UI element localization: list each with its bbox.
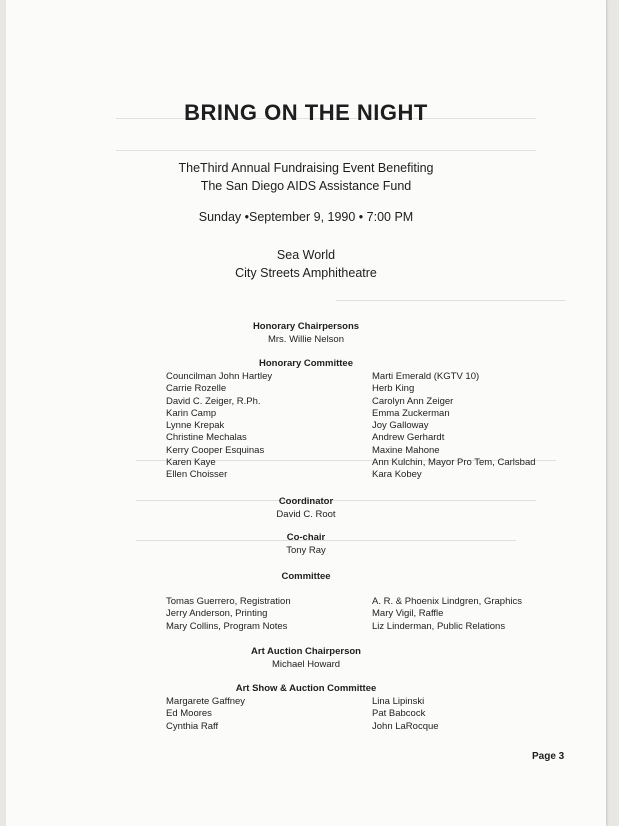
committee-member: Councilman John Hartley — [166, 371, 273, 382]
honorary-chairpersons-heading: Honorary Chairpersons — [252, 321, 360, 332]
co-chair-name: Tony Ray — [286, 545, 326, 556]
committee-member: Jerry Anderson, Printing — [166, 608, 268, 620]
program-page — [6, 0, 606, 826]
bleed-through-mark — [336, 300, 566, 301]
committee-member: Karin Camp — [166, 407, 217, 419]
coordinator-heading: Coordinator — [278, 496, 334, 507]
art-show-committee-heading: Art Show & Auction Committee — [235, 683, 377, 694]
committee-member: Emma Zuckerman — [372, 407, 450, 419]
committee-member: Ed Moores — [166, 708, 212, 720]
committee-member: A. R. & Phoenix Lindgren, Graphics — [372, 596, 522, 607]
committee-member: Maxine Mahone — [372, 444, 440, 456]
committee-left-column — [166, 596, 291, 633]
event-venue — [6, 246, 606, 282]
committee-member: Andrew Gerhardt — [372, 432, 445, 444]
committee-member: Carolyn Ann Zeiger — [372, 395, 454, 407]
venue-line: Sea World — [276, 248, 336, 262]
committee-member: Joy Galloway — [372, 420, 429, 432]
honorary-committee-heading: Honorary Committee — [259, 358, 353, 369]
committee-member: Ann Kulchin, Mayor Pro Tem, Carlsbad — [372, 457, 536, 469]
art-show-committee-right-column — [372, 696, 439, 733]
committee-member: Mary Collins, Program Notes — [166, 620, 288, 632]
committee-member: Karen Kaye — [166, 457, 216, 469]
event-subtitle — [6, 159, 606, 195]
committee-member: Pat Babcock — [372, 708, 426, 720]
co-chair-heading: Co-chair — [286, 532, 326, 543]
committee-member: Christine Mechalas — [166, 432, 247, 444]
committee-member: David C. Zeiger, R.Ph. — [166, 395, 261, 407]
subtitle-line: TheThird Annual Fundraising Event Benefiting — [178, 161, 434, 175]
committee-member: Lina Lipinski — [372, 696, 425, 707]
committee-heading: Committee — [281, 571, 331, 582]
committee-member: Lynne Krepak — [166, 420, 225, 432]
page-number: Page 3 — [532, 751, 565, 762]
bleed-through-mark — [116, 150, 536, 151]
committee-member: Tomas Guerrero, Registration — [166, 596, 291, 607]
committee-member: Cynthia Raff — [166, 720, 219, 732]
committee-member: Kara Kobey — [372, 469, 422, 481]
honorary-committee-right-column — [372, 371, 536, 482]
art-auction-chairperson-heading: Art Auction Chairperson — [251, 646, 361, 657]
committee-member: Ellen Choisser — [166, 469, 228, 481]
subtitle-line: The San Diego AIDS Assistance Fund — [200, 179, 412, 193]
committee-right-column — [372, 596, 522, 633]
committee-member: Liz Linderman, Public Relations — [372, 620, 506, 632]
coordinator-name: David C. Root — [276, 509, 336, 520]
committee-member: Kerry Cooper Esquinas — [166, 444, 265, 456]
committee-member: John LaRocque — [372, 720, 439, 732]
event-date: Sunday •September 9, 1990 • 7:00 PM — [198, 210, 414, 224]
committee-member: Margarete Gaffney — [166, 696, 246, 707]
page-title: BRING ON THE NIGHT — [184, 100, 428, 125]
honorary-chairperson-name: Mrs. Willie Nelson — [267, 334, 344, 345]
art-show-committee-left-column — [166, 696, 245, 733]
committee-member: Mary Vigil, Raffle — [372, 608, 444, 620]
art-auction-chairperson-name: Michael Howard — [271, 659, 341, 670]
committee-member: Marti Emerald (KGTV 10) — [372, 371, 480, 382]
venue-line: City Streets Amphitheatre — [235, 266, 377, 280]
committee-member: Herb King — [372, 383, 415, 395]
honorary-committee-left-column — [166, 371, 272, 482]
committee-member: Carrie Rozelle — [166, 383, 227, 395]
